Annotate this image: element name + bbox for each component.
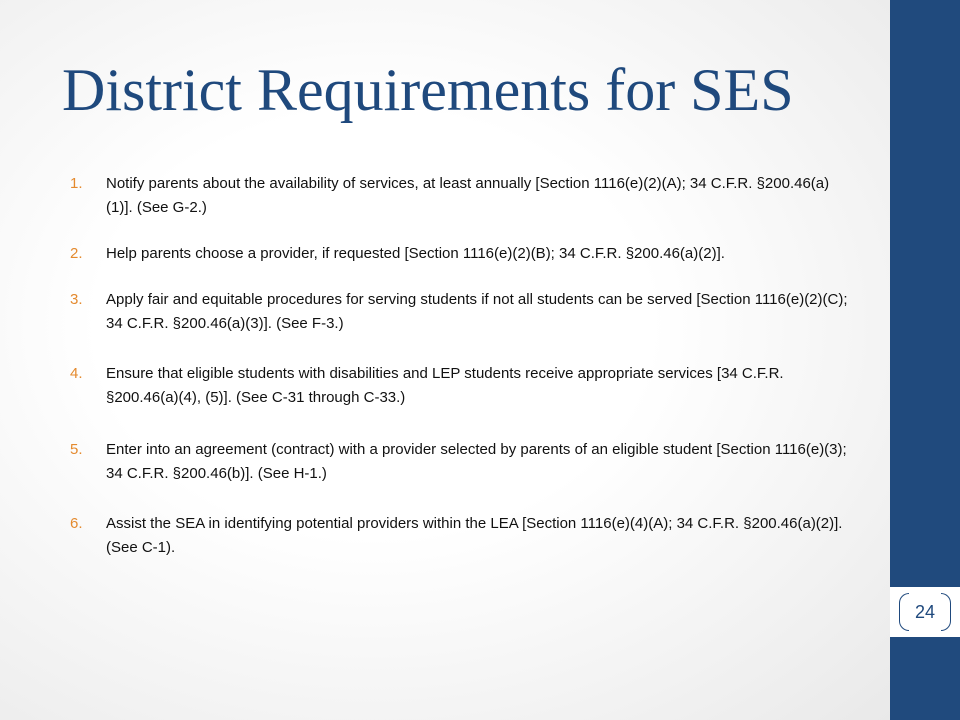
requirements-list: [70, 172, 850, 560]
page-number-badge: [890, 587, 960, 637]
list-number: 5.: [70, 441, 83, 458]
list-number: 1.: [70, 175, 83, 192]
list-item-text: Help parents choose a provider, if requested [Section 1116(e)(2)(B); 34 C.F.R. §200.46(a)(2)].: [106, 245, 725, 262]
list-number: 6.: [70, 515, 83, 532]
list-number: 2.: [70, 245, 83, 262]
list-item: [70, 242, 850, 266]
list-item-text: Assist the SEA in identifying potential providers within the LEA [Section 1116(e)(4)(A); 34 C.F.R. §200.46(a)(2)]. (See C-1).: [106, 515, 843, 556]
list-item: [70, 362, 850, 410]
list-item: [70, 172, 850, 220]
list-item-text: Notify parents about the availability of services, at least annually [Section 1116(e)(2)(A); 34 C.F.R. §200.46(a)(1)]. (See G-2.): [106, 175, 830, 216]
list-item: [70, 288, 850, 336]
list-item: [70, 512, 850, 560]
list-number: 3.: [70, 291, 83, 308]
list-item: [70, 438, 850, 486]
list-item-text: Apply fair and equitable procedures for serving students if not all students can be served [Section 1116(e)(2)(C); 34 C.F.R. §200.46(a)(3)]. (See F-3.): [106, 291, 848, 332]
list-item-text: Ensure that eligible students with disabilities and LEP students receive appropriate services [34 C.F.R. §200.46(a)(4), (5)]. (See C-31 through C-33.): [106, 365, 784, 406]
page-number: 24: [914, 602, 936, 622]
list-number: 4.: [70, 365, 83, 382]
list-item-text: Enter into an agreement (contract) with a provider selected by parents of an eligible student [Section 1116(e)(3); 34 C.F.R. §200.46(b)]. (See H-1.): [106, 441, 847, 482]
slide-title: District Requirements for SES: [62, 57, 794, 123]
